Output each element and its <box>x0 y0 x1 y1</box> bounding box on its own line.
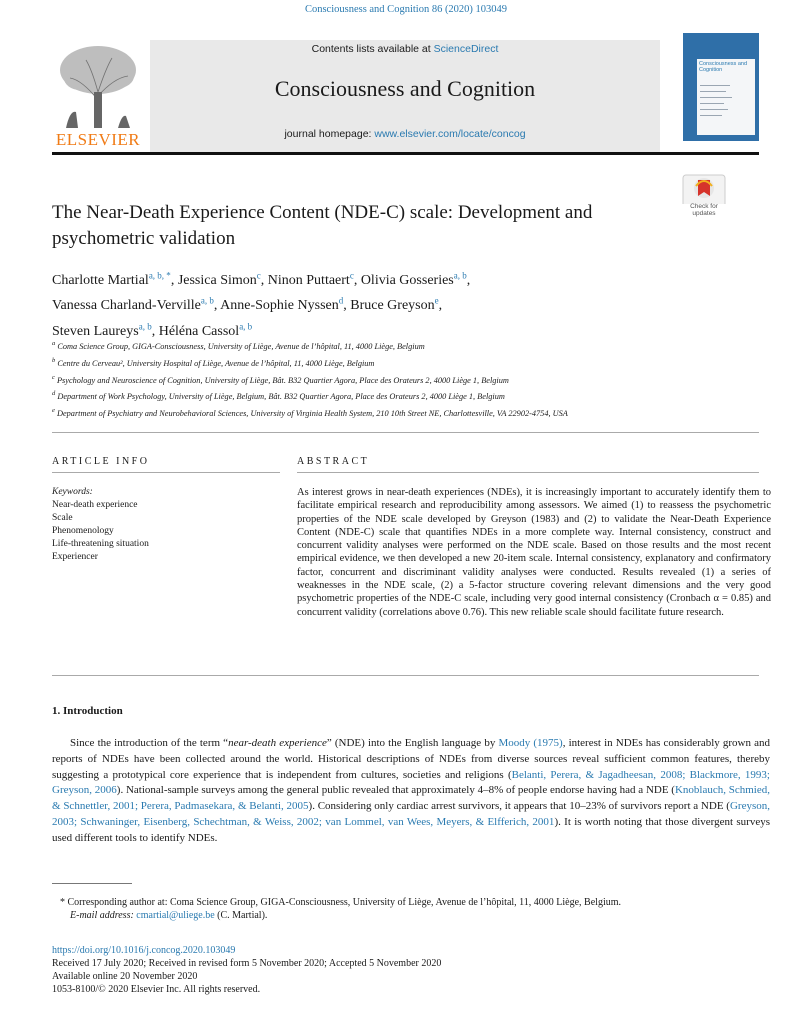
affiliation-item <box>52 337 692 354</box>
paragraph-text: ” (NDE) into the English language by <box>326 737 499 749</box>
author-name: Steven Laureys <box>52 323 139 339</box>
author-affiliation-marks[interactable]: a, b, * <box>148 270 171 280</box>
affiliation-item <box>52 371 692 388</box>
author-affiliation-marks[interactable]: e <box>434 295 439 306</box>
affiliation-text: Psychology and Neuroscience of Cognition, University of Liège, Bât. B32 Quartier Agora, Place des Orateurs 2, 4000 Liège 1, Belgium <box>56 375 509 385</box>
paragraph-text: , interest in NDEs has considerably grown and reports of NDEs have been collected around the world. Historical descriptions of NDEs from diverse sources reveal sufficient common features, thereby suggesting a prototypical core experience that is independent from cultures, societies and religions ( <box>52 737 770 781</box>
abstract-bottom-divider <box>52 675 759 676</box>
check-for-updates-button[interactable] <box>682 174 726 220</box>
author-separator: , <box>170 272 178 288</box>
introduction-heading: 1. Introduction <box>52 705 123 717</box>
author-name: Anne-Sophie Nyssen <box>220 298 339 314</box>
article-title: The Near-Death Experience Content (NDE-C) scale: Development and psychometric validation <box>52 202 593 249</box>
journal-cover-image[interactable] <box>683 33 759 141</box>
author-separator: , <box>343 298 351 314</box>
journal-homepage-link[interactable]: www.elsevier.com/locate/concog <box>374 128 526 140</box>
homepage-prefix: journal homepage: <box>284 128 375 140</box>
affiliation-text: Centre du Cerveau², University Hospital of Liège, Avenue de l’hôpital, 11, 4000 Liège, Belgium <box>57 358 375 368</box>
cover-panel <box>697 59 755 135</box>
cover-text-line <box>700 103 724 104</box>
author-affiliation-marks[interactable]: c <box>349 270 354 280</box>
author[interactable] <box>52 295 221 314</box>
article-info-divider <box>52 472 280 473</box>
affiliation-mark: a <box>52 340 56 347</box>
paragraph-text: ). Considering only cardiac arrest survivors, it appears that 10–23% of survivors report a NDE ( <box>308 800 730 813</box>
author-name: Vanessa Charland-Verville <box>52 298 201 314</box>
author-separator: , <box>213 298 221 314</box>
author-affiliation-marks[interactable]: a, b <box>138 321 152 332</box>
author-email-link[interactable]: cmartial@uliege.be <box>136 910 215 921</box>
affiliation-item <box>52 354 692 371</box>
check-updates-label <box>682 203 726 217</box>
check-updates-line1: Check for <box>690 203 718 210</box>
masthead-divider <box>52 152 759 155</box>
sciencedirect-link[interactable]: ScienceDirect <box>433 43 499 55</box>
contents-line <box>150 43 660 55</box>
cover-title: Consciousness and Cognition <box>699 61 748 73</box>
affiliation-mark: d <box>52 390 56 398</box>
cover-text-line <box>700 91 726 92</box>
author-affiliation-marks[interactable]: a, b <box>453 270 467 280</box>
keyword-item: Experiencer <box>52 552 98 562</box>
article-info-heading: ARTICLE INFO <box>52 456 150 467</box>
citation-link[interactable]: Belanti, Perera, & Jagadheesan, 2008; Blackmore, 1993; Greyson, 2006 <box>52 768 770 797</box>
abstract-body: As interest grows in near-death experiences (NDEs), it is increasingly important to accurately identify them to facilitate empirical research and reproducibility among assessors. We aimed (1) to reassess the psychometric properties of the NDE scale developed by Greyson (1983) and (2) to validate the Near-Death Experience Content (NDE-C) scale that quantifies NDEs in a more complete way. Internal consistency, construct and concurrent validity analyses were performed on the NDE scale. Based on those results and the most recent empirical evidence, we then developed a new 20-item scale. Internal consistency, explanatory and confirmatory factor, concurrent and discriminant validity analyses were conducted. Results revealed (1) a series of weaknesses in the NDE scale, (2) a 5-factor structure covering relevant dimensions and the very good psychometric properties of the NDE-C scale, including very good internal consistency (Cronbach α = 0.85) and concurrent validity (correlations above 0.76). This new reliable scale should facilitate future research. <box>297 487 771 618</box>
affiliation-text: Coma Science Group, GIGA-Consciousness, University of Liège, Avenue de l’hôpital, 11, 4000 Liège, Belgium <box>57 341 425 351</box>
author-name: Ninon Puttaert <box>267 272 350 288</box>
journal-masthead <box>150 40 660 152</box>
keyword-item: Scale <box>52 513 73 523</box>
author[interactable] <box>267 270 361 288</box>
email-label: E-mail address: <box>70 910 134 921</box>
author-separator: , <box>438 298 443 314</box>
check-updates-line2: updates <box>692 210 716 217</box>
copyright-notice: 1053-8100/© 2020 Elsevier Inc. All rights reserved. <box>52 984 261 995</box>
keyword-list <box>52 499 277 564</box>
author-affiliation-marks[interactable]: a, b <box>200 295 214 306</box>
publisher-name: ELSEVIER <box>55 130 141 149</box>
affiliation-list <box>52 337 692 421</box>
keywords-block <box>52 486 277 564</box>
author-separator: , <box>260 272 268 288</box>
citation-link[interactable]: Greyson, 2003; Schwaninger, Eisenberg, Schechtman, & Weiss, 2002; van Lommel, van Wees, Meyers, & Elfferich, 2001 <box>52 800 770 828</box>
corresponding-author-footnote <box>60 896 760 922</box>
author-list <box>52 265 752 342</box>
author-affiliation-marks[interactable]: d <box>338 295 344 306</box>
introduction-paragraph <box>52 736 770 847</box>
affiliation-mark: b <box>52 356 56 364</box>
citation-link[interactable]: Knoblauch, Schmied, & Schnettler, 2001; Perera, Padmasekara, & Belanti, 2005 <box>52 784 771 813</box>
affiliation-item <box>52 404 692 421</box>
elsevier-logo <box>52 40 144 150</box>
affiliation-text: Department of Work Psychology, University of Liège, Belgium, Bât. B32 Quartier Agora, Place des Orateurs 2, 4000 Liège 1, Belgium <box>57 392 505 402</box>
keyword-item: Phenomenology <box>52 526 114 536</box>
contents-prefix: Contents lists available at <box>311 43 434 55</box>
affiliation-item <box>52 387 692 404</box>
author-separator: , <box>466 272 471 288</box>
author-affiliation-marks[interactable]: a, b <box>239 321 253 332</box>
author-name: Héléna Cassol <box>158 323 240 339</box>
footnote-mark: * <box>60 897 65 908</box>
affiliation-mark: c <box>52 373 55 381</box>
keyword-item: Near-death experience <box>52 500 138 510</box>
cover-text-line <box>700 115 722 116</box>
journal-citation-header[interactable]: Consciousness and Cognition 86 (2020) 103049 <box>304 4 508 15</box>
author[interactable] <box>220 295 351 314</box>
abstract-heading: ABSTRACT <box>297 456 370 467</box>
author-separator: , <box>151 323 159 339</box>
available-online-date: Available online 20 November 2020 <box>52 971 198 982</box>
cover-text-line <box>700 85 730 86</box>
paragraph-text: Since the introduction of the term “ <box>70 737 229 749</box>
email-suffix: (C. Martial). <box>214 910 268 921</box>
author-name: Bruce Greyson <box>350 298 435 314</box>
author[interactable] <box>177 270 268 288</box>
cover-text-line <box>700 97 732 98</box>
author[interactable] <box>350 295 443 314</box>
bookmark-icon <box>682 174 726 204</box>
footnote-text: Corresponding author at: Coma Science Group, GIGA-Consciousness, University of Liège, Avenue de l’hôpital, 11, 4000 Liège, Belgium. <box>67 897 622 908</box>
doi-link[interactable]: https://doi.org/10.1016/j.concog.2020.103049 <box>52 945 236 956</box>
cover-text-line <box>700 109 728 110</box>
affiliation-divider <box>52 432 759 433</box>
author[interactable] <box>360 270 471 288</box>
keywords-label: Keywords: <box>52 487 93 497</box>
received-dates: Received 17 July 2020; Received in revised form 5 November 2020; Accepted 5 November 2020 <box>52 958 442 969</box>
tree-of-knowledge-icon <box>52 40 144 130</box>
author[interactable] <box>52 270 178 288</box>
paragraph-text: ). National-sample surveys among the general public revealed that approximately 4–8% of people endorse having had a NDE ( <box>116 784 675 797</box>
article-history <box>52 944 752 996</box>
author-name: Charlotte Martial <box>52 272 149 288</box>
author-name: Jessica Simon <box>177 272 257 288</box>
journal-title: Consciousness and Cognition <box>274 76 536 101</box>
italic-term: near-death experience <box>228 737 327 749</box>
keyword-item: Life-threatening situation <box>52 539 149 549</box>
affiliation-mark: e <box>52 407 55 415</box>
citation-link[interactable]: Moody (1975) <box>498 737 563 749</box>
paragraph-text: ). It is worth noting that those divergent surveys used different tools to identify NDEs. <box>52 815 770 844</box>
author-name: Olivia Gosseries <box>360 272 454 288</box>
homepage-line <box>150 128 660 140</box>
affiliation-text: Department of Psychiatry and Neurobehavioral Sciences, University of Virginia Health System, 210 10th Street NE, Charlottesville, VA 22902-4754, USA <box>56 408 568 418</box>
author-affiliation-marks[interactable]: c <box>256 270 261 280</box>
abstract-divider <box>297 472 759 473</box>
footnote-divider <box>52 883 132 884</box>
author-separator: , <box>353 272 361 288</box>
